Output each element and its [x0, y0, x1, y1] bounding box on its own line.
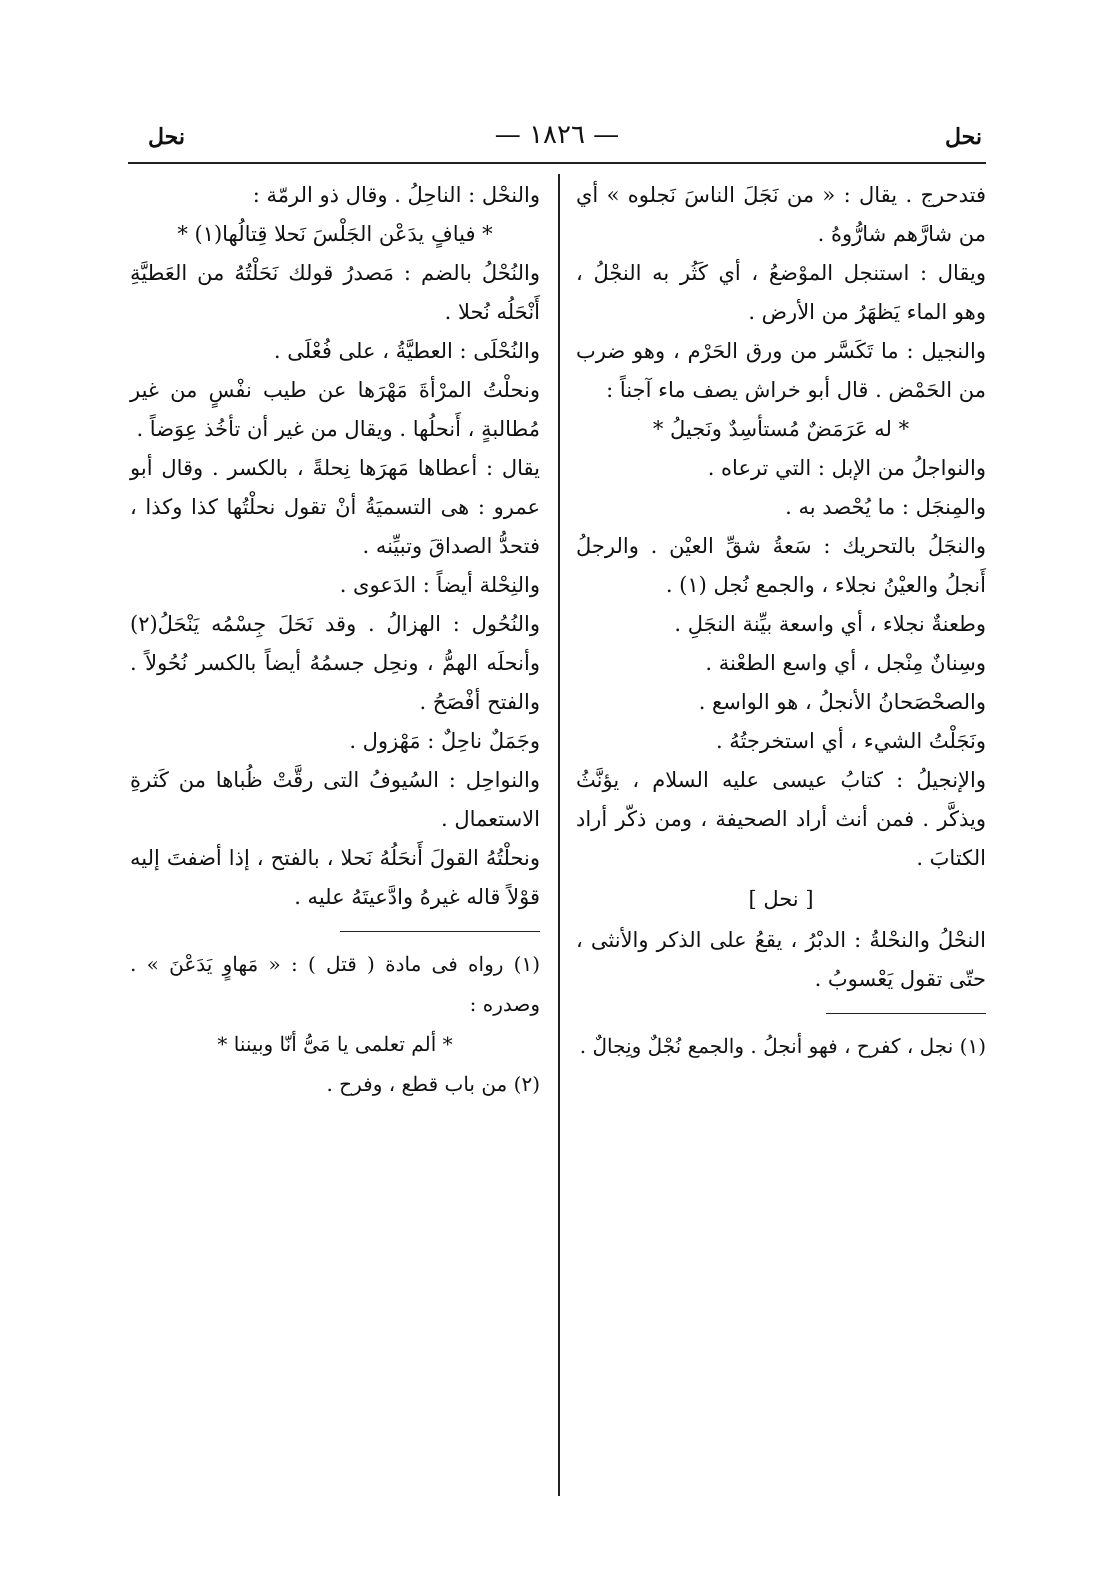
text-line: النحْلُ والنحْلةُ : الدبْرُ ، يقعُ على الذكر والأنثى ، حتّى تقول يَعْسوبُ . — [576, 928, 986, 991]
right-column — [576, 176, 986, 1066]
text-line: وطعنةٌ نجلاء ، أي واسعة بيِّنة النجَلِ . — [674, 612, 986, 636]
text-line: والنجيل : ما تَكَسَّر من ورق الحَرْم ، وهو ضرب من الحَمْض . قال أبو خراش يصف ماء آجناً : — [576, 339, 986, 402]
text-line: ونَجَلْتُ الشيء ، أي استخرجتُهُ . — [715, 729, 986, 753]
text-line: ونحلْتُهُ القولَ أَنحَلُهُ نَحلا ، بالفتح ، إذا أضفتَ إليه قوْلاً قاله غيرهُ وادَّعيتَهُ عليه . — [130, 846, 540, 909]
footnote-rule — [826, 1013, 986, 1014]
text-line: والنُحُول : الهزالُ . وقد نَحَلَ جِسْمُه يَنْحَلُ(٢) وأنحلَه الهمُّ ، ونحِل جسمُهُ أيضاً بالكسر نُحُولاً . والفتح أفْصَحُ . — [130, 612, 540, 714]
column-divider — [558, 174, 560, 1496]
text-line: والصحْصَحانُ الأنجلُ ، هو الواسع . — [698, 690, 986, 714]
footnote-verse: * ألم تعلمى يا مَىُّ أنّا وبيننا * — [217, 1032, 453, 1056]
text-line: والمِنجَل : ما يُحْصد به . — [785, 495, 986, 519]
entry-heading: [ نحل ] — [748, 887, 814, 911]
text-line: والنجَلُ بالتحريك : سَعةُ شقِّ العيْن . والرجلُ أَنجلُ والعيْنُ نجلاء ، والجمع نُجل (١) . — [576, 534, 986, 597]
verse: * فيافٍ يدَعْن الجَلْسَ نَحلا قِتالُها(١) * — [177, 222, 493, 246]
page-header — [128, 118, 986, 164]
header-root-word-left: نحل — [148, 124, 185, 150]
verse: * له عَرَمَضٌ مُستأسِدٌ ونَجيلُ * — [652, 417, 910, 441]
text-line: ونحلْتُ المرْأةَ مَهْرَها عن طيب نفْسٍ من غير مُطالبةٍ ، أَنحلُها . ويقال من غير أن تأخُذ عِوَضاً . — [130, 378, 540, 441]
left-column — [130, 176, 540, 1104]
page-number: — ١٨٢٦ — — [494, 120, 620, 150]
footnote: (١) رواه فى مادة ( قتل ) : « مَهاوٍ يَدَعْنَ » . وصدره : — [130, 952, 540, 1016]
text-line: والنواحِل : السُيوفُ التى رقَّتْ ظُباها من كَثرةِ الاستعمال . — [130, 768, 540, 831]
footnote: (١) نجل ، كفرح ، فهو أنجلُ . والجمع نُجْلٌ ونِجالٌ . — [579, 1034, 986, 1058]
text-line: والنُحْلَى : العطيَّةُ ، على فُعْلَى . — [273, 339, 540, 363]
text-line: والنواجلُ من الإبل : التي ترعاه . — [707, 456, 986, 480]
text-line: والنِحْلة أيضاً : الدَعوى . — [339, 573, 540, 597]
text-line: يقال : أعطاها مَهرَها نِحلةً ، بالكسر . وقال أبو عمرو : هى التسميَةُ أنْ تقول نحلْتُها كذا وكذا ، فتحدُّ الصداقَ وتبيِّنه . — [130, 456, 540, 558]
text-line: والنحْل : الناحِلُ . وقال ذو الرمّة : — [252, 183, 540, 207]
header-root-word-right: نحل — [945, 124, 982, 150]
footnote: (٢) من باب قطع ، وفرح . — [326, 1072, 540, 1096]
text-line: والنُحْلُ بالضم : مَصدرُ قولك نَحَلْتُهُ من العَطيَّةِ أَنْحَلُه نُحلا . — [130, 261, 540, 324]
footnote-rule — [340, 931, 540, 932]
text-line: وسِنانٌ مِنْجل ، أي واسع الطعْنة . — [705, 651, 986, 675]
text-line: والإنجيلُ : كتابُ عيسى عليه السلام ، يؤنَّثُ ويذكَّر . فمن أنث أراد الصحيفة ، ومن ذكّر أراد الكتابَ . — [576, 768, 986, 870]
text-line: فتدحرج . يقال : « من نَجَلَ الناسَ نَجلوه » أي من شارَّهم شارُّوهُ . — [576, 183, 986, 246]
text-line: وجَمَلٌ ناحِلٌ : مَهْزول . — [349, 729, 540, 753]
text-line: ويقال : استنجل الموْضعُ ، أي كَثُر به النجْلُ ، وهو الماء يَظهَرُ من الأرض . — [576, 261, 986, 324]
